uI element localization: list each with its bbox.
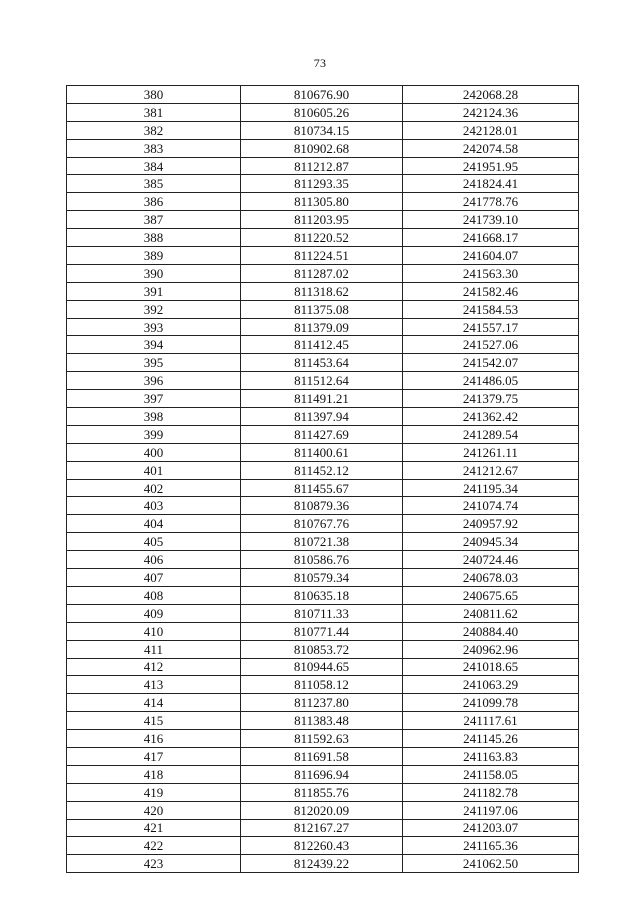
point-number-cell: 394 [67, 336, 241, 354]
table-row [67, 765, 579, 783]
table-row [67, 282, 579, 300]
x-coordinate-cell: 811203.95 [241, 211, 403, 229]
table-row [67, 372, 579, 390]
y-coordinate-cell: 240811.62 [403, 604, 579, 622]
point-number-cell: 409 [67, 604, 241, 622]
table-row [67, 658, 579, 676]
x-coordinate-cell: 811287.02 [241, 264, 403, 282]
point-number-cell: 417 [67, 747, 241, 765]
x-coordinate-cell: 811212.87 [241, 157, 403, 175]
point-number-cell: 400 [67, 443, 241, 461]
point-number-cell: 393 [67, 318, 241, 336]
y-coordinate-cell: 240945.34 [403, 533, 579, 551]
point-number-cell: 423 [67, 855, 241, 873]
x-coordinate-cell: 810767.76 [241, 515, 403, 533]
point-number-cell: 398 [67, 408, 241, 426]
y-coordinate-cell: 241212.67 [403, 461, 579, 479]
table-row [67, 86, 579, 104]
y-coordinate-cell: 240675.65 [403, 586, 579, 604]
x-coordinate-cell: 810853.72 [241, 640, 403, 658]
table-row [67, 121, 579, 139]
point-number-cell: 418 [67, 765, 241, 783]
table-row [67, 157, 579, 175]
x-coordinate-cell: 810944.65 [241, 658, 403, 676]
x-coordinate-cell: 811855.76 [241, 783, 403, 801]
point-number-cell: 420 [67, 801, 241, 819]
table-row [67, 676, 579, 694]
table-row [67, 783, 579, 801]
table-row [67, 211, 579, 229]
x-coordinate-cell: 812020.09 [241, 801, 403, 819]
x-coordinate-cell: 811237.80 [241, 694, 403, 712]
x-coordinate-cell: 810734.15 [241, 121, 403, 139]
x-coordinate-cell: 811224.51 [241, 247, 403, 265]
point-number-cell: 416 [67, 730, 241, 748]
table-row [67, 461, 579, 479]
x-coordinate-cell: 810676.90 [241, 86, 403, 104]
point-number-cell: 395 [67, 354, 241, 372]
table-row [67, 712, 579, 730]
y-coordinate-cell: 241165.36 [403, 837, 579, 855]
point-number-cell: 391 [67, 282, 241, 300]
y-coordinate-cell: 241158.05 [403, 765, 579, 783]
x-coordinate-cell: 812167.27 [241, 819, 403, 837]
y-coordinate-cell: 240962.96 [403, 640, 579, 658]
y-coordinate-cell: 241289.54 [403, 425, 579, 443]
point-number-cell: 413 [67, 676, 241, 694]
y-coordinate-cell: 240884.40 [403, 622, 579, 640]
point-number-cell: 406 [67, 551, 241, 569]
x-coordinate-cell: 811305.80 [241, 193, 403, 211]
point-number-cell: 407 [67, 569, 241, 587]
point-number-cell: 403 [67, 497, 241, 515]
table-row [67, 264, 579, 282]
y-coordinate-cell: 241563.30 [403, 264, 579, 282]
table-row [67, 819, 579, 837]
point-number-cell: 410 [67, 622, 241, 640]
y-coordinate-cell: 241739.10 [403, 211, 579, 229]
x-coordinate-cell: 811691.58 [241, 747, 403, 765]
y-coordinate-cell: 241145.26 [403, 730, 579, 748]
y-coordinate-cell: 241379.75 [403, 390, 579, 408]
y-coordinate-cell: 242124.36 [403, 103, 579, 121]
point-number-cell: 412 [67, 658, 241, 676]
point-number-cell: 392 [67, 300, 241, 318]
x-coordinate-cell: 811318.62 [241, 282, 403, 300]
point-number-cell: 387 [67, 211, 241, 229]
x-coordinate-cell: 811220.52 [241, 229, 403, 247]
point-number-cell: 380 [67, 86, 241, 104]
table-row [67, 318, 579, 336]
y-coordinate-cell: 242074.58 [403, 139, 579, 157]
table-row [67, 640, 579, 658]
x-coordinate-cell: 812260.43 [241, 837, 403, 855]
point-number-cell: 390 [67, 264, 241, 282]
x-coordinate-cell: 810711.33 [241, 604, 403, 622]
table-row [67, 551, 579, 569]
x-coordinate-cell: 810902.68 [241, 139, 403, 157]
y-coordinate-cell: 241582.46 [403, 282, 579, 300]
y-coordinate-cell: 241778.76 [403, 193, 579, 211]
table-row [67, 193, 579, 211]
point-number-cell: 389 [67, 247, 241, 265]
point-number-cell: 386 [67, 193, 241, 211]
point-number-cell: 422 [67, 837, 241, 855]
point-number-cell: 404 [67, 515, 241, 533]
x-coordinate-cell: 811512.64 [241, 372, 403, 390]
point-number-cell: 411 [67, 640, 241, 658]
coordinates-table [66, 85, 579, 873]
y-coordinate-cell: 241261.11 [403, 443, 579, 461]
x-coordinate-cell: 811293.35 [241, 175, 403, 193]
x-coordinate-cell: 810579.34 [241, 569, 403, 587]
table-row [67, 354, 579, 372]
x-coordinate-cell: 811379.09 [241, 318, 403, 336]
y-coordinate-cell: 241117.61 [403, 712, 579, 730]
y-coordinate-cell: 240957.92 [403, 515, 579, 533]
point-number-cell: 421 [67, 819, 241, 837]
table-row [67, 586, 579, 604]
y-coordinate-cell: 241099.78 [403, 694, 579, 712]
y-coordinate-cell: 241018.65 [403, 658, 579, 676]
y-coordinate-cell: 241197.06 [403, 801, 579, 819]
table-row [67, 139, 579, 157]
y-coordinate-cell: 241163.83 [403, 747, 579, 765]
x-coordinate-cell: 811400.61 [241, 443, 403, 461]
point-number-cell: 397 [67, 390, 241, 408]
y-coordinate-cell: 241951.95 [403, 157, 579, 175]
x-coordinate-cell: 811452.12 [241, 461, 403, 479]
table-row [67, 622, 579, 640]
table-row [67, 604, 579, 622]
point-number-cell: 415 [67, 712, 241, 730]
table-row [67, 408, 579, 426]
y-coordinate-cell: 241557.17 [403, 318, 579, 336]
table-row [67, 336, 579, 354]
table-row [67, 443, 579, 461]
y-coordinate-cell: 241668.17 [403, 229, 579, 247]
x-coordinate-cell: 811397.94 [241, 408, 403, 426]
point-number-cell: 385 [67, 175, 241, 193]
y-coordinate-cell: 240678.03 [403, 569, 579, 587]
table-row [67, 497, 579, 515]
y-coordinate-cell: 241195.34 [403, 479, 579, 497]
table-row [67, 103, 579, 121]
y-coordinate-cell: 241527.06 [403, 336, 579, 354]
table-row [67, 300, 579, 318]
table-row [67, 247, 579, 265]
table-row [67, 801, 579, 819]
y-coordinate-cell: 241362.42 [403, 408, 579, 426]
point-number-cell: 399 [67, 425, 241, 443]
x-coordinate-cell: 810586.76 [241, 551, 403, 569]
y-coordinate-cell: 242128.01 [403, 121, 579, 139]
x-coordinate-cell: 810879.36 [241, 497, 403, 515]
x-coordinate-cell: 810771.44 [241, 622, 403, 640]
x-coordinate-cell: 811491.21 [241, 390, 403, 408]
x-coordinate-cell: 811455.67 [241, 479, 403, 497]
point-number-cell: 381 [67, 103, 241, 121]
table-row [67, 569, 579, 587]
table-row [67, 747, 579, 765]
y-coordinate-cell: 241824.41 [403, 175, 579, 193]
table-row [67, 479, 579, 497]
point-number-cell: 382 [67, 121, 241, 139]
table-row [67, 390, 579, 408]
x-coordinate-cell: 811058.12 [241, 676, 403, 694]
point-number-cell: 419 [67, 783, 241, 801]
x-coordinate-cell: 811453.64 [241, 354, 403, 372]
y-coordinate-cell: 241604.07 [403, 247, 579, 265]
x-coordinate-cell: 810635.18 [241, 586, 403, 604]
y-coordinate-cell: 241203.07 [403, 819, 579, 837]
point-number-cell: 405 [67, 533, 241, 551]
point-number-cell: 401 [67, 461, 241, 479]
table-row [67, 533, 579, 551]
point-number-cell: 414 [67, 694, 241, 712]
x-coordinate-cell: 811412.45 [241, 336, 403, 354]
x-coordinate-cell: 811696.94 [241, 765, 403, 783]
x-coordinate-cell: 810605.26 [241, 103, 403, 121]
y-coordinate-cell: 241074.74 [403, 497, 579, 515]
y-coordinate-cell: 242068.28 [403, 86, 579, 104]
point-number-cell: 396 [67, 372, 241, 390]
point-number-cell: 388 [67, 229, 241, 247]
table-row [67, 229, 579, 247]
y-coordinate-cell: 241584.53 [403, 300, 579, 318]
x-coordinate-cell: 811375.08 [241, 300, 403, 318]
y-coordinate-cell: 241542.07 [403, 354, 579, 372]
page-number: 73 [313, 56, 327, 70]
point-number-cell: 402 [67, 479, 241, 497]
point-number-cell: 408 [67, 586, 241, 604]
point-number-cell: 383 [67, 139, 241, 157]
x-coordinate-cell: 811383.48 [241, 712, 403, 730]
x-coordinate-cell: 811427.69 [241, 425, 403, 443]
y-coordinate-cell: 241063.29 [403, 676, 579, 694]
x-coordinate-cell: 811592.63 [241, 730, 403, 748]
table-row [67, 837, 579, 855]
y-coordinate-cell: 240724.46 [403, 551, 579, 569]
x-coordinate-cell: 810721.38 [241, 533, 403, 551]
x-coordinate-cell: 812439.22 [241, 855, 403, 873]
y-coordinate-cell: 241062.50 [403, 855, 579, 873]
table-row [67, 515, 579, 533]
table-row [67, 175, 579, 193]
coordinates-table-body [67, 86, 579, 873]
table-row [67, 425, 579, 443]
table-row [67, 855, 579, 873]
table-row [67, 694, 579, 712]
table-row [67, 730, 579, 748]
y-coordinate-cell: 241486.05 [403, 372, 579, 390]
y-coordinate-cell: 241182.78 [403, 783, 579, 801]
point-number-cell: 384 [67, 157, 241, 175]
